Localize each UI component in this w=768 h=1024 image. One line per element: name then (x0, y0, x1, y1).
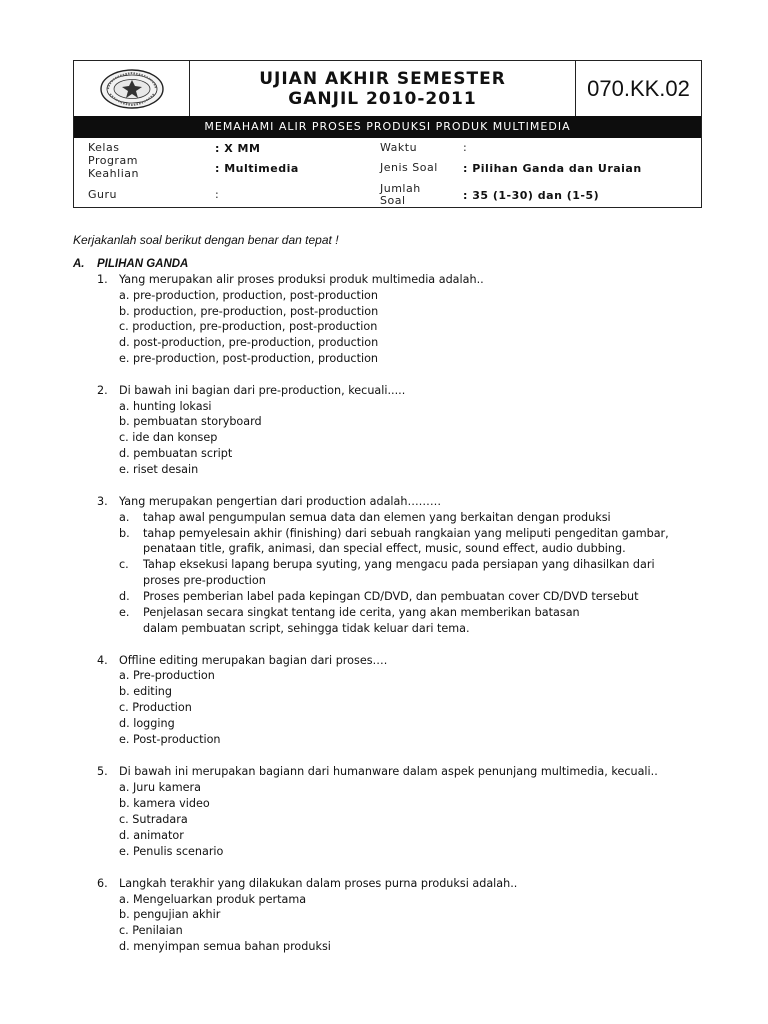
answer-option: a. Pre-production (119, 669, 215, 682)
waktu-label: Waktu (380, 141, 418, 154)
answer-option-continued: penataan title, grafik, animasi, dan special effect, music, sound effect, audio dubbing. (143, 542, 626, 555)
answer-option: a. Mengeluarkan produk pertama (119, 893, 307, 906)
answer-option: c. production, pre-production, post-production (119, 320, 378, 333)
question-text: Offline editing merupakan bagian dari proses…. (119, 654, 388, 667)
answer-option: d. menyimpan semua bahan produksi (119, 940, 331, 953)
exam-code: 070.KK.02 (587, 75, 690, 101)
question-number: 2. (97, 384, 108, 397)
question-number: 4. (97, 654, 108, 667)
answer-option: d. logging (119, 717, 175, 730)
info-row-program (74, 153, 701, 183)
answer-option: e. Post-production (119, 733, 221, 746)
exam-title (190, 61, 576, 116)
answer-letter: d. (119, 590, 130, 603)
exam-title-line-1: UJIAN AKHIR SEMESTER (259, 69, 506, 89)
jumlah-soal-value: : 35 (1-30) dan (1-5) (463, 189, 600, 202)
answer-option: Penjelasan secara singkat tentang ide cerita, yang akan memberikan batasan (143, 606, 580, 619)
answer-letter: c. (119, 558, 129, 571)
guru-label: Guru (88, 188, 117, 201)
logo-cell (74, 61, 190, 116)
question-number: 3. (97, 495, 108, 508)
answer-option: a. hunting lokasi (119, 400, 212, 413)
answer-option: d. animator (119, 829, 184, 842)
answer-option: d. post-production, pre-production, production (119, 336, 379, 349)
subject-bar: MEMAHAMI ALIR PROSES PRODUKSI PRODUK MULTIMEDIA (74, 116, 701, 138)
kelas-label: Kelas (88, 141, 120, 154)
jumlah-soal-label-1: Jumlah (380, 182, 421, 195)
question-text: Yang merupakan pengertian dari production adalah……… (119, 495, 442, 508)
question-text: Langkah terakhir yang dilakukan dalam proses purna produksi adalah.. (119, 877, 518, 890)
question-text: Di bawah ini merupakan bagiann dari humanware dalam aspek penunjang multimedia, kecuali.. (119, 765, 658, 778)
answer-option: c. ide dan konsep (119, 431, 218, 444)
question-number: 6. (97, 877, 108, 890)
program-label-1: Program (88, 154, 138, 167)
answer-option: e. pre-production, post-production, production (119, 352, 379, 365)
answer-letter: e. (119, 606, 130, 619)
answer-option: c. Production (119, 701, 192, 714)
answer-option: b. editing (119, 685, 172, 698)
section-a-marker: A. (73, 258, 85, 270)
answer-option: a. Juru kamera (119, 781, 201, 794)
jumlah-soal-label-2: Soal (380, 194, 406, 207)
jenis-soal-label: Jenis Soal (380, 161, 438, 174)
answer-option: b. pengujian akhir (119, 908, 221, 921)
jenis-soal-value: : Pilihan Ganda dan Uraian (463, 162, 642, 175)
answer-option: tahap awal pengumpulan semua data dan elemen yang berkaitan dengan produksi (143, 511, 611, 524)
answer-option: Proses pemberian label pada kepingan CD/DVD, dan pembuatan cover CD/DVD tersebut (143, 590, 639, 603)
question-number: 1. (97, 273, 108, 286)
answer-option: c. Sutradara (119, 813, 188, 826)
program-value: : Multimedia (215, 162, 299, 175)
guru-value: : (215, 188, 220, 201)
answer-option: e. Penulis scenario (119, 845, 224, 858)
answer-option-continued: proses pre-production (143, 574, 266, 587)
question-number: 5. (97, 765, 108, 778)
answer-option: b. production, pre-production, post-production (119, 305, 379, 318)
exam-header (73, 60, 702, 208)
answer-option: d. pembuatan script (119, 447, 233, 460)
exam-title-line-2: GANJIL 2010-2011 (288, 89, 477, 109)
answer-option: b. pembuatan storyboard (119, 415, 262, 428)
info-row-guru (74, 181, 701, 209)
answer-option: tahap pemyelesain akhir (finishing) dari sebuah rangkaian yang meliputi pengeditan gambar, (143, 527, 669, 540)
kelas-value: : X MM (215, 142, 261, 155)
answer-option-continued: dalam pembuatan script, sehingga tidak keluar dari tema. (143, 622, 470, 635)
question-text: Di bawah ini bagian dari pre-production, kecuali..... (119, 384, 406, 397)
answer-option: b. kamera video (119, 797, 210, 810)
answer-option: c. Penilaian (119, 924, 183, 937)
answer-letter: b. (119, 527, 130, 540)
section-a-title: PILIHAN GANDA (97, 258, 189, 270)
answer-option: Tahap eksekusi lapang berupa syuting, yang mengacu pada persiapan yang dihasilkan dari (143, 558, 655, 571)
answer-letter: a. (119, 511, 130, 524)
answer-option: a. pre-production, production, post-production (119, 289, 378, 302)
answer-option: e. riset desain (119, 463, 199, 476)
program-label-2: Keahlian (88, 167, 139, 180)
waktu-value: : (463, 141, 468, 154)
question-text: Yang merupakan alir proses produksi produk multimedia adalah.. (119, 273, 484, 286)
instruction-text: Kerjakanlah soal berikut dengan benar dan tepat ! (73, 233, 339, 247)
school-emblem-icon (99, 68, 165, 110)
